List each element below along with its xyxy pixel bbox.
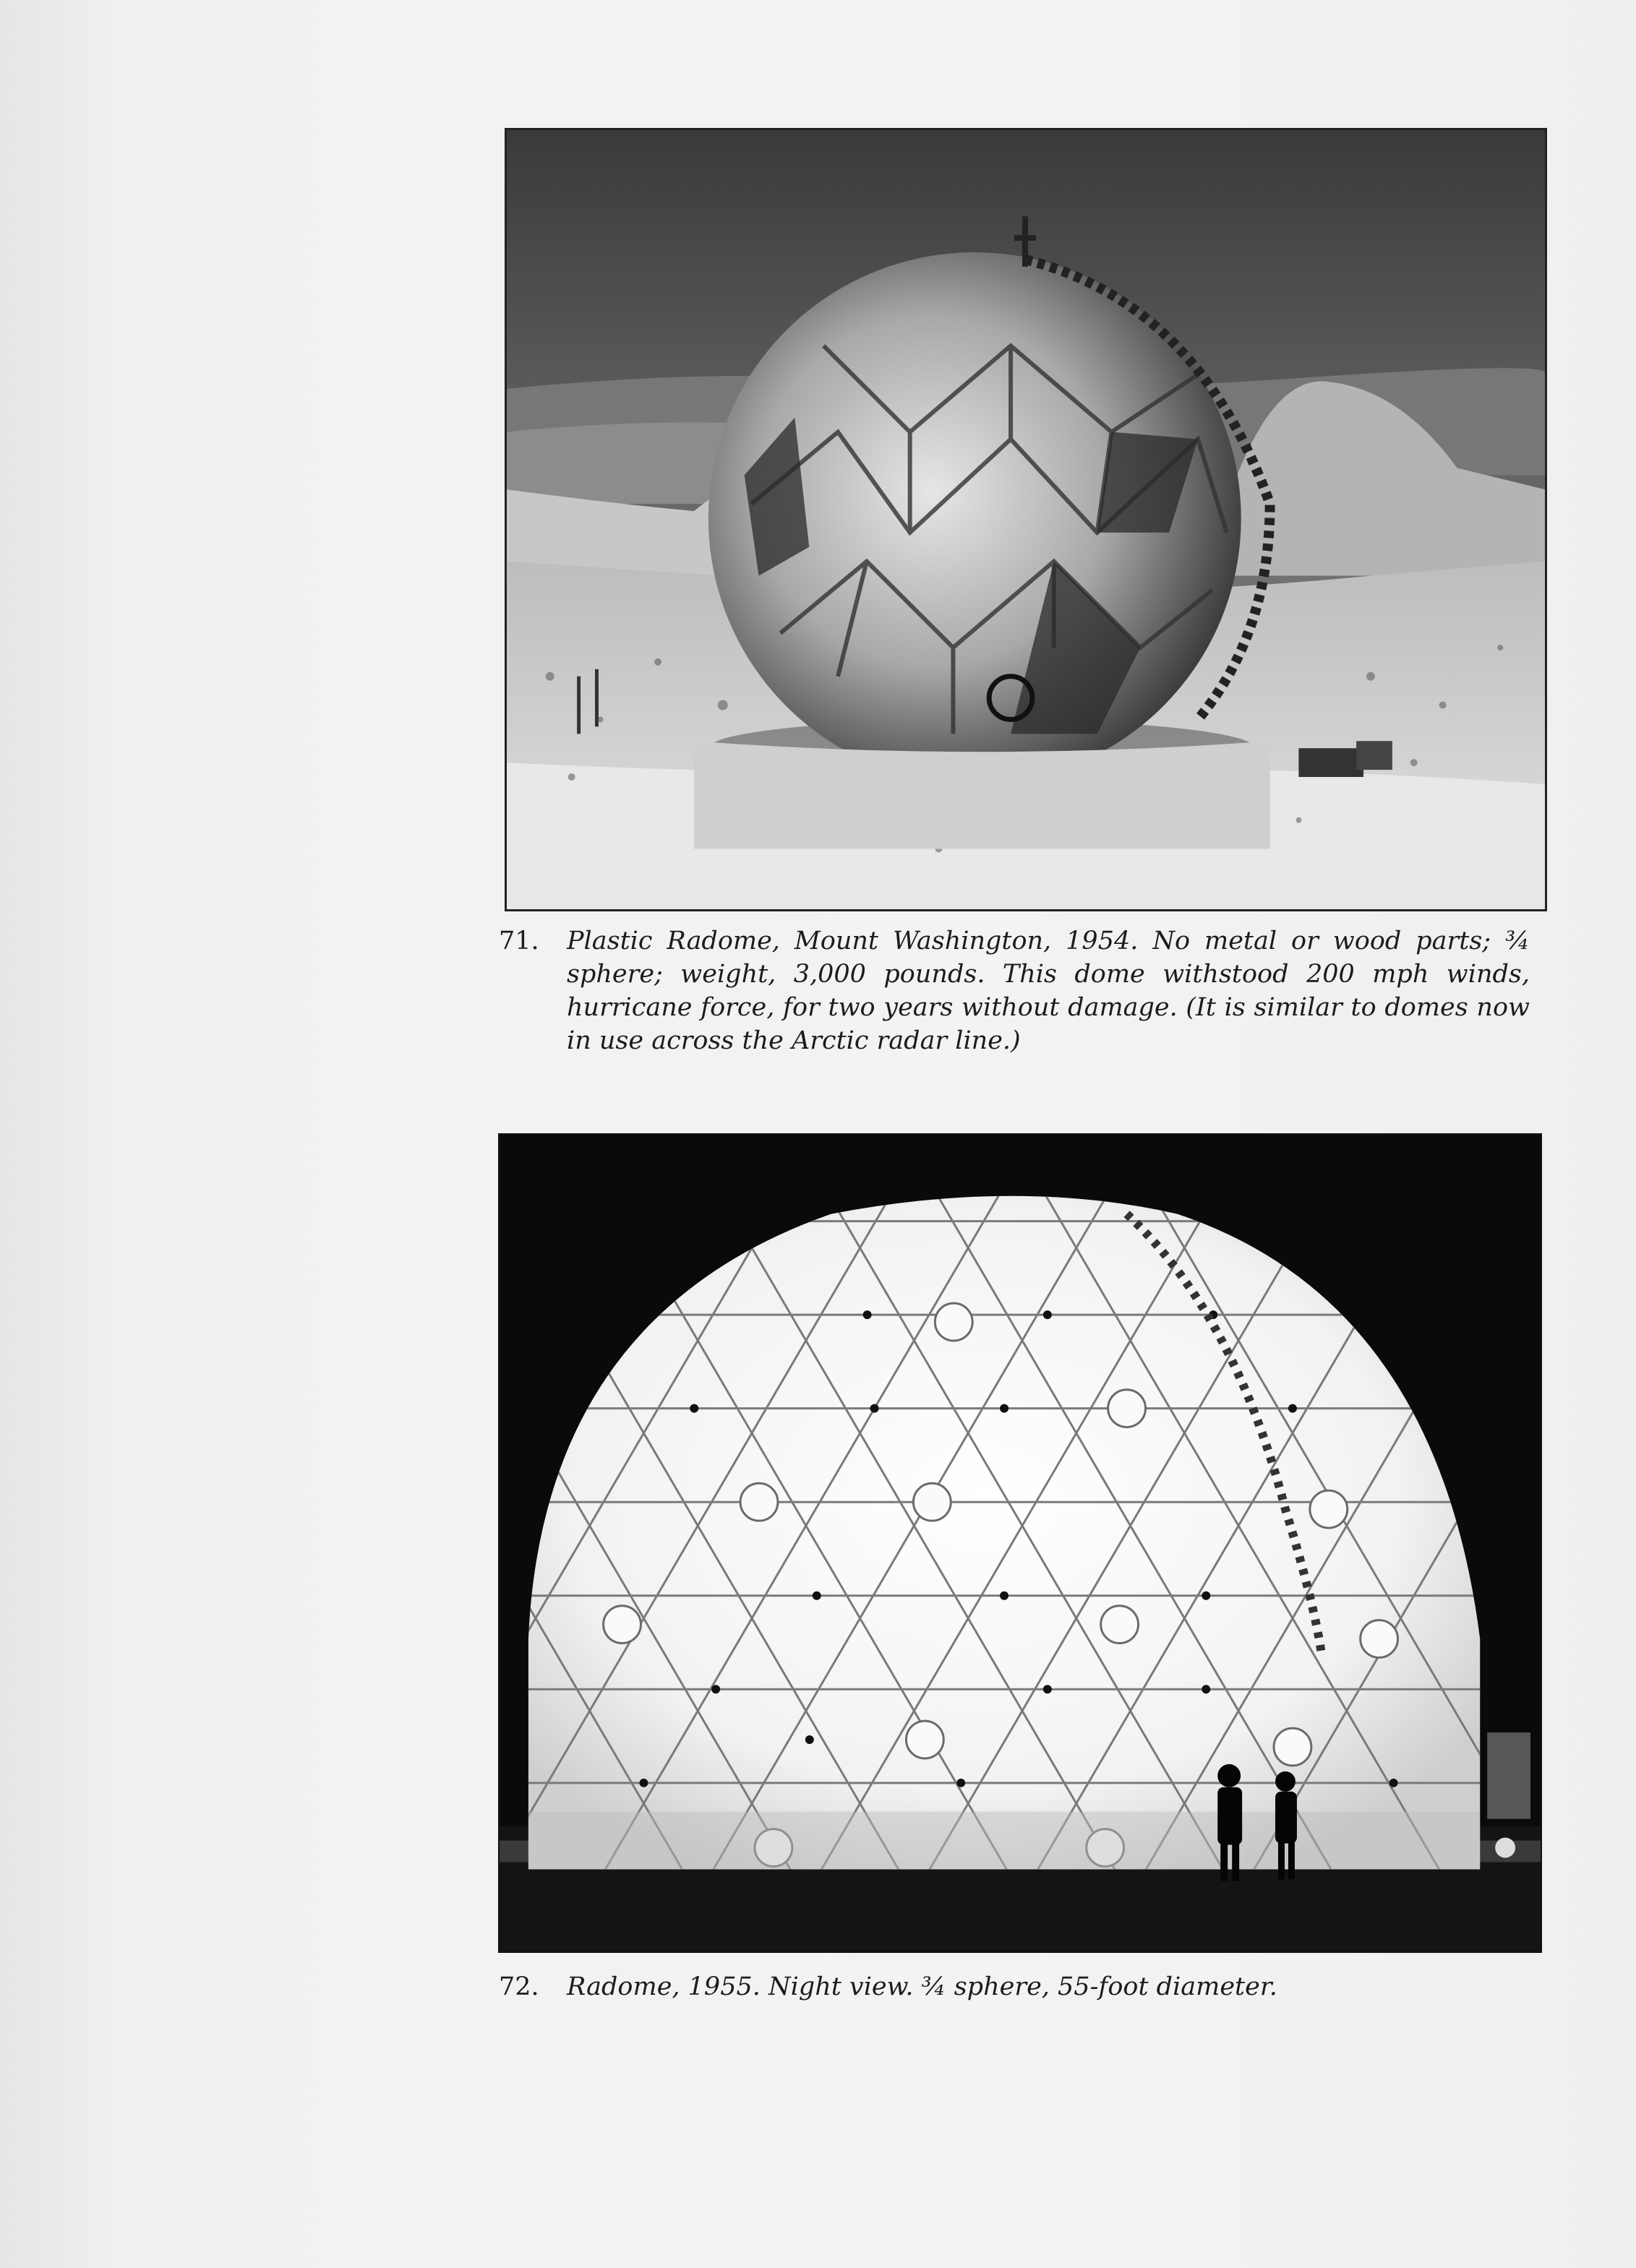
figure-71-caption [499,924,1540,1069]
radome-mountain-illustration [507,130,1545,909]
figure-71-caption-text: Plastic Radome, Mount Washington, 1954. No metal or wood parts; ¾ sphere; weight, 3,000 pounds. This dome withstood 200 mph winds, hurricane force, for two years without damage. (It is similar to domes now in use across the Arctic radar line.) [567,927,1530,1055]
figure-72-caption [499,1970,1540,2014]
figure-72-number: 72. [499,1972,539,2001]
photo-radome-night-view [498,1133,1542,1953]
radome-night-illustration [500,1135,1541,1951]
figure-72-caption-text: Radome, 1955. Night view. ¾ sphere, 55-foot diameter. [567,1972,1277,2001]
photo-radome-mount-washington [505,128,1547,911]
figure-71-number: 71. [499,927,539,955]
